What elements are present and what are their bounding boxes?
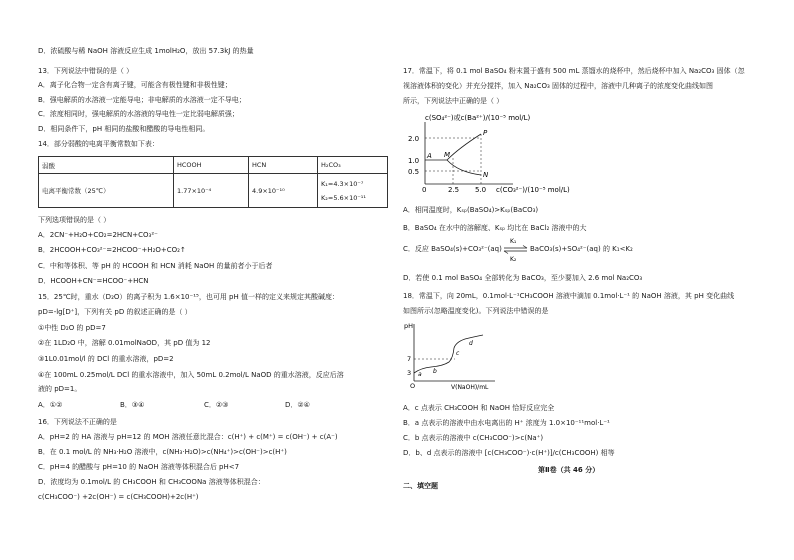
- q17-y-tick-2: 2.0: [408, 135, 420, 143]
- table-cell-k1: K₁=4.3×10⁻⁷: [321, 179, 364, 188]
- q16-option-a: A．pH=2 的 HA 溶液与 pH=12 的 MOH 溶液任意比混合：c(H⁺) + c(M⁺) = c(OH⁻) + c(A⁻): [38, 433, 338, 441]
- table-header-hcooh: HCOOH: [174, 157, 249, 174]
- q15-item-2: ②在 1LD₂O 中，溶解 0.01molNaOD，其 pD 值为 12: [38, 339, 211, 347]
- q17-point-m: M: [444, 151, 451, 159]
- q17-point-a: A: [427, 152, 432, 160]
- q18-point-c: c: [456, 350, 460, 357]
- q15-item-1: ①中性 D₂O 的 pD=7: [38, 324, 106, 332]
- equilibrium-arrows-icon: [502, 236, 530, 264]
- q14-option-b: B．2HCOOH+CO₃²⁻=2HCOO⁻+H₂O+CO₂↑: [38, 246, 186, 254]
- q18-titration-graph: [403, 318, 503, 390]
- table-header-hcn: HCN: [249, 157, 318, 174]
- q18-stem-2: 如图所示(忽略温度变化)。下列说法中错误的是: [403, 307, 549, 315]
- q16-option-b: B．在 0.1 mol/L 的 NH₃·H₂O 溶液中，c(NH₃·H₂O)>c(NH₄⁺)>c(OH⁻)>c(H⁺): [38, 448, 287, 456]
- section-fill-in-heading: 二、填空题: [403, 482, 438, 490]
- k2-label: K₂: [510, 256, 517, 263]
- q14-sub-stem: 下列选项错误的是（ ）: [38, 216, 111, 224]
- q13-option-c: C．浓度相同时，强电解质的水溶液的导电性一定比弱电解质强；: [38, 110, 239, 118]
- q18-y-tick-3: 3: [407, 369, 412, 377]
- k1-label: K₁: [510, 238, 517, 245]
- q15-item-4: ④在 100mL 0.25mol/L DCl 的重水溶液中，加入 50mL 0.2mol/L NaOD 的重水溶液，反应后溶: [38, 371, 344, 379]
- q14-option-c: C．中和等体积、等 pH 的 HCOOH 和 HCN 消耗 NaOH 的量前者小于后者: [38, 262, 273, 270]
- part-two-heading: 第Ⅱ卷（共 46 分）: [538, 466, 600, 474]
- table-cell-h2co3: [318, 174, 388, 208]
- q17-concentration-graph: [403, 108, 613, 194]
- q18-point-b: b: [433, 368, 437, 375]
- q18-x-axis-label: V(NaOH)/mL: [451, 384, 489, 390]
- q17-stem-1: 17．常温下，将 0.1 mol BaSO₄ 粉末置于盛有 500 mL 蒸馏水的烧杯中，然后烧杯中加入 Na₂CO₃ 固体（忽: [403, 67, 745, 75]
- table-header-acid: 弱酸: [39, 157, 174, 174]
- q17-y-tick-1: 1.0: [408, 157, 420, 165]
- q18-option-c: C．b 点表示的溶液中 c(CH₃COO⁻)>c(Na⁺): [403, 434, 544, 442]
- table-header-h2co3: H₂CO₃: [318, 157, 388, 174]
- table-cell-hcn: 4.9×10⁻¹⁰: [249, 174, 318, 208]
- q17-option-a: A．相同温度时，Kₛₚ(BaSO₄)>Kₛₚ(BaCO₃): [403, 206, 539, 214]
- q18-point-a: a: [418, 371, 422, 378]
- q17-stem-2: 视溶液体积的变化）并充分搅拌，加入 Na₂CO₃ 固体的过程中，溶液中几种离子的浓度变化曲线如图: [403, 82, 713, 90]
- q17-option-d: D．若使 0.1 mol BaSO₄ 全部转化为 BaCO₃，至少要加入 2.6 mol Na₂CO₃: [403, 274, 643, 282]
- q17-x-tick-50: 5.0: [475, 186, 487, 194]
- q16-option-d: D．浓度均为 0.1mol/L 的 CH₃COOH 和 CH₃COONa 溶液等体积混合：: [38, 478, 265, 486]
- q18-origin: O: [410, 382, 416, 390]
- forward-arrowhead: [523, 246, 527, 249]
- q17-point-n: N: [483, 171, 489, 179]
- q13-option-d: D．相同条件下，pH 相同的盐酸和醋酸的导电性相同。: [38, 125, 210, 133]
- q17-y-axis-label: c(SO₄²⁻)或c(Ba²⁺)/(10⁻⁵ mol/L): [425, 114, 531, 122]
- q13-stem: 13．下列说法中错误的是（ ）: [38, 67, 134, 75]
- q18-option-b: B．a 点表示的溶液中由水电离出的 H⁺ 浓度为 1.0×10⁻¹¹mol·L⁻¹: [403, 419, 610, 427]
- q12-option-d: D．浓硫酸与稀 NaOH 溶液反应生成 1molH₂O，放出 57.3kJ 的热量: [38, 47, 254, 55]
- q14-stem: 14．部分弱酸的电离平衡常数如下表：: [38, 140, 159, 148]
- q17-stem-3: 所示，下列说法中正确的是（ ）: [403, 97, 504, 105]
- table-cell-k2: K₂=5.6×10⁻¹¹: [321, 193, 367, 202]
- q15-option-d: D．②④: [285, 401, 310, 409]
- q17-x-tick-0: 0: [422, 186, 427, 194]
- table-row-label: 电离平衡常数（25℃）: [39, 174, 174, 208]
- q17-option-c: C．反应 BaSO₄(s)+CO₃²⁻(aq): [403, 245, 502, 253]
- q13-option-a: A．离子化合物一定含有离子键，可能含有极性键和非极性键；: [38, 81, 232, 89]
- q17-option-c-cont: BaCO₃(s)+SO₄²⁻(aq) 的 K₁<K₂: [530, 245, 633, 253]
- table-cell-hcooh: 1.77×10⁻⁴: [174, 174, 249, 208]
- q15-stem: 15．25℃时，重水（D₂O）的离子积为 1.6×10⁻¹⁵，也可用 pH 值一样的定义来规定其酸碱度：: [38, 293, 339, 301]
- reverse-arrowhead: [504, 251, 508, 254]
- q15-item-4-cont: 液的 pD=1。: [38, 385, 82, 393]
- q17-x-tick-25: 2.5: [448, 186, 460, 194]
- q15-option-c: C．②③: [204, 401, 229, 409]
- q17-x-axis-label: c(CO₃²⁻)/(10⁻⁵ mol/L): [496, 186, 570, 194]
- q18-point-d: d: [469, 340, 473, 347]
- q15-item-3: ③1L0.01mol/l 的 DCl 的重水溶液，pD=2: [38, 355, 174, 363]
- q18-option-d: D．b、d 点表示的溶液中 [c(CH₃COO⁻)·c(H⁺)]/c(CH₃COOH) 相等: [403, 449, 615, 457]
- q16-option-c: C．pH=4 的醋酸与 pH=10 的 NaOH 溶液等体积混合后 pH<7: [38, 463, 240, 471]
- q13-option-b: B．强电解质的水溶液一定能导电；非电解质的水溶液一定不导电；: [38, 96, 246, 104]
- q18-y-tick-7: 7: [407, 355, 412, 363]
- q16-stem: 16．下列说法不正确的是: [38, 418, 117, 426]
- q18-stem-1: 18．常温下，向 20mL，0.1mol·L⁻¹CH₃COOH 溶液中滴加 0.1mol·L⁻¹ 的 NaOH 溶液，其 pH 变化曲线: [403, 292, 735, 300]
- ionization-constant-table: [38, 156, 388, 208]
- q14-option-d: D．HCOOH+CN⁻=HCOO⁻+HCN: [38, 277, 149, 285]
- q17-y-tick-05: 0.5: [408, 168, 420, 176]
- q14-option-a: A．2CN⁻+H₂O+CO₂=2HCN+CO₃²⁻: [38, 231, 158, 239]
- q18-y-axis-label: pH: [404, 322, 414, 330]
- q15-option-b: B．③④: [120, 401, 145, 409]
- q16-option-d-equation: c(CH₃COO⁻) +2c(OH⁻) = c(CH₃COOH)+2c(H⁺): [38, 493, 199, 501]
- q17-point-p: P: [483, 129, 488, 137]
- q17-option-b: B．BaSO₄ 在水中的溶解度、Kₛₚ 均比在 BaCl₂ 溶液中的大: [403, 224, 587, 232]
- q17-falling-curve: [447, 160, 481, 175]
- q17-rising-curve: [447, 134, 481, 160]
- q15-option-a: A．①②: [38, 401, 63, 409]
- q15-stem-2: pD=-lg[D⁺]，下列有关 pD 的叙述正确的是（ ）: [38, 308, 192, 316]
- q18-option-a: A．c 点表示 CH₃COOH 和 NaOH 恰好反应完全: [403, 404, 555, 412]
